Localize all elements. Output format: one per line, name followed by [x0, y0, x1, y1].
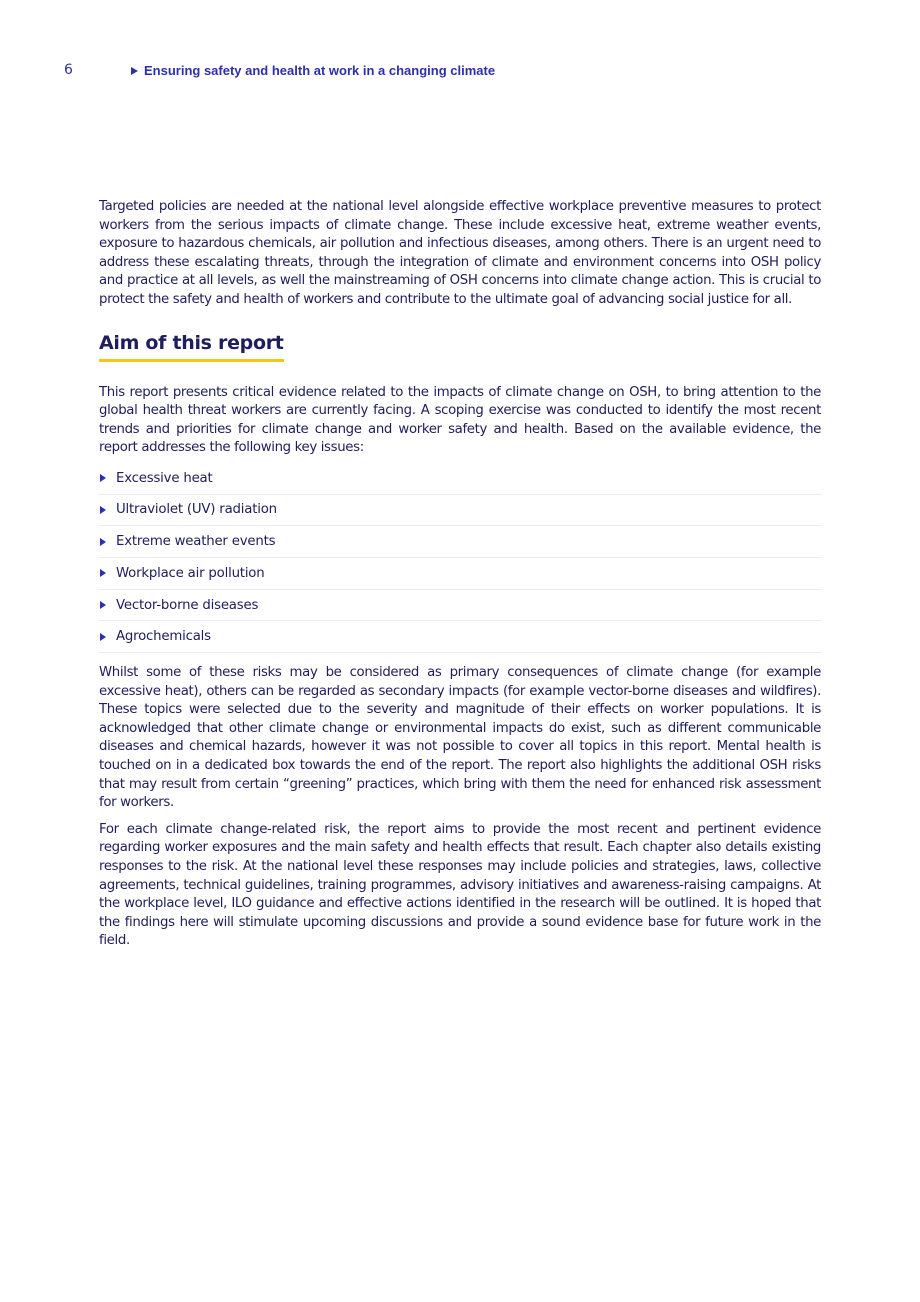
- triangle-right-icon: [100, 633, 106, 641]
- list-item-label: Agrochemicals: [116, 629, 211, 645]
- running-title: [131, 63, 495, 78]
- list-item: [99, 526, 821, 558]
- aim-paragraph: This report presents critical evidence related to the impacts of climate change on OSH, to bring attention to the global health threat workers are currently facing. A scoping exercise was conducted to identify the most recent trends and priorities for climate change and worker safety and health. Based on the available evidence, the report addresses the following key issues:: [99, 384, 821, 456]
- list-item-label: Ultraviolet (UV) radiation: [116, 502, 277, 518]
- list-item-label: Vector-borne diseases: [116, 597, 259, 613]
- triangle-right-icon: [100, 569, 106, 577]
- section-heading: Aim of this report: [99, 332, 284, 362]
- page-number: 6: [64, 62, 73, 78]
- list-item-label: Workplace air pollution: [116, 565, 265, 581]
- triangle-right-icon: [100, 506, 106, 514]
- triangle-right-icon: [100, 538, 106, 546]
- list-item: [99, 590, 821, 622]
- triangle-right-icon: [131, 67, 138, 75]
- running-title-text: Ensuring safety and health at work in a changing climate: [144, 63, 496, 78]
- list-item: [99, 463, 821, 495]
- list-item: [99, 558, 821, 590]
- whilst-paragraph: Whilst some of these risks may be considered as primary consequences of climate change (for example excessive heat), others can be regarded as secondary impacts (for example vector-borne diseases and wildfires). These topics were selected due to the severity and magnitude of their effects on worker populations. It is acknowledged that other climate change or environmental impacts do exist, such as different communicable diseases and chemical hazards, however it was not possible to cover all topics in this report. Mental health is touched on in a dedicated box towards the end of the report. The report also highlights the additional OSH risks that may result from certain “greening” practices, which bring with them the need for enhanced risk assessment for workers.: [99, 665, 821, 811]
- list-item: [99, 621, 821, 653]
- list-item-label: Excessive heat: [116, 470, 213, 486]
- list-item: [99, 495, 821, 527]
- triangle-right-icon: [100, 601, 106, 609]
- key-issues-list: [99, 463, 821, 653]
- triangle-right-icon: [100, 474, 106, 482]
- for-each-paragraph: For each climate change-related risk, the report aims to provide the most recent and pertinent evidence regarding worker exposures and the main safety and health effects that result. Each chapter also details existing responses to the risk. At the national level these responses may include policies and strategies, laws, collective agreements, technical guidelines, training programmes, advisory initiatives and awareness-raising campaigns. At the workplace level, ILO guidance and effective actions identified in the research will be outlined. It is hoped that the findings here will stimulate upcoming discussions and provide a sound evidence base for future work in the field.: [99, 821, 821, 949]
- page-header: [64, 62, 864, 82]
- main-content: [99, 198, 821, 951]
- intro-paragraph: Targeted policies are needed at the national level alongside effective workplace preventive measures to protect workers from the serious impacts of climate change. These include excessive heat, extreme weather events, exposure to hazardous chemicals, air pollution and infectious diseases, among others. There is an urgent need to address these escalating threats, through the integration of climate and environment concerns into OSH policy and practice at all levels, as well the mainstreaming of OSH concerns into climate change action. This is crucial to protect the safety and health of workers and contribute to the ultimate goal of advancing social justice for all.: [99, 199, 821, 307]
- list-item-label: Extreme weather events: [116, 534, 276, 550]
